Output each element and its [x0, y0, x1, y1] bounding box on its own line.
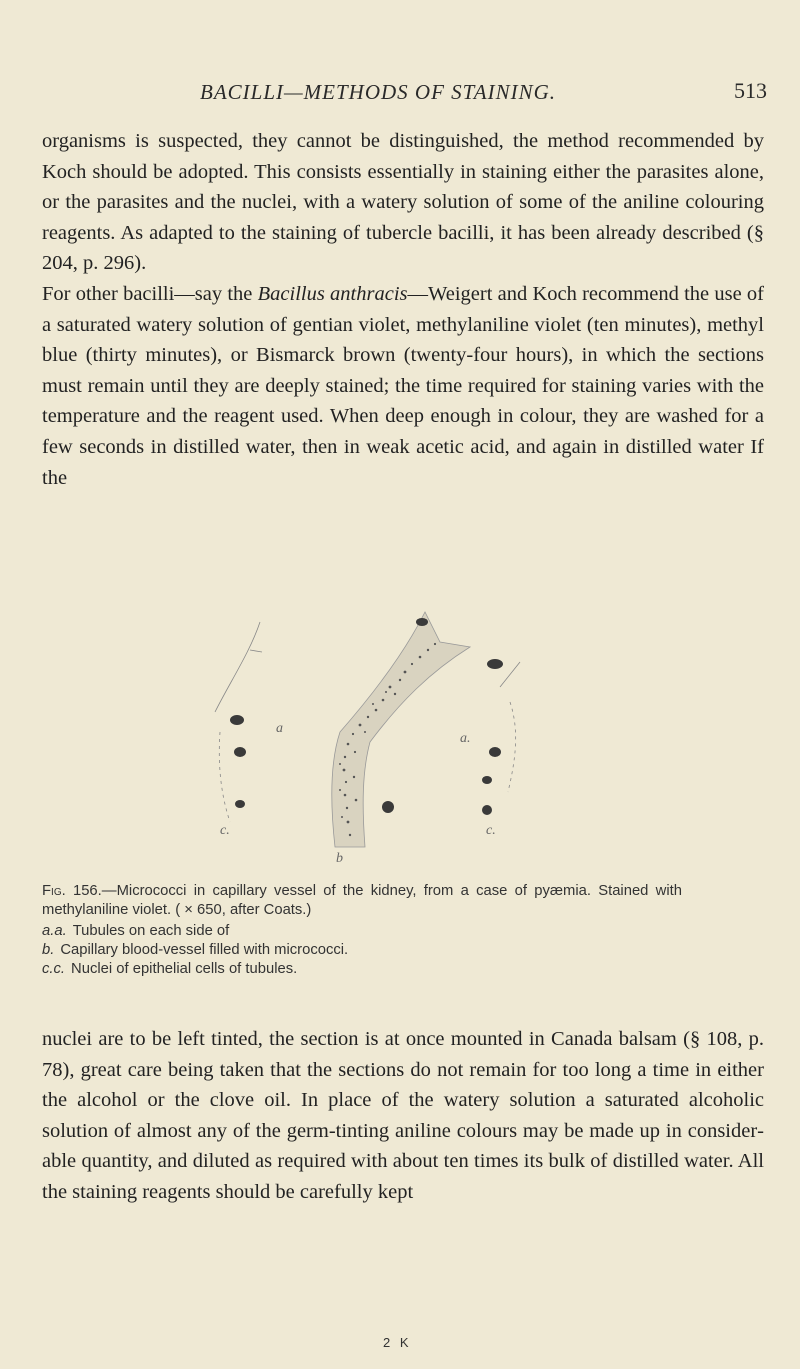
caption-text: —Micrococci in capillary vessel of the kidney, from a case of pyæmia. Stained with methylaniline violet. ( × 650, after Coats.) — [42, 883, 682, 918]
figure-label: Fig. 156. — [42, 883, 102, 899]
label-a-left: a — [276, 721, 283, 736]
legend-row-a: a.a. Tubules on each side of — [42, 923, 230, 939]
figure-caption — [42, 882, 682, 979]
tubule-outline-right — [500, 662, 520, 792]
legend-row-c: c.c. Nuclei of epithelial cells of tubules. — [42, 961, 298, 977]
paragraph-1: organisms is suspected, they cannot be distinguished, the method recommended by Koch should be adopted. This consists essentially in staining either the parasites alone, or the parasites and the nuclei, with a watery solution of some of the aniline colouring reagents. As adapted to the staining of tubercle bacilli, it has been already described (§ 204, p. 296). — [42, 130, 764, 275]
paragraph-2-rest: —Weigert and Koch recommend the use of a saturated watery solution of gentian violet, methylaniline violet (ten minutes), methyl blue (thirty minutes), or Bismarck brown (twenty-four hours), in which the sections must remain until they are deeply stained; the time required for staining varies with the temperature and the reagent used. When deep enough in colour, they are washed for a few seconds in distilled water, then in weak acetic acid, and again in distilled water If the — [42, 283, 765, 489]
page-header — [0, 76, 800, 110]
signature-mark: 2 K — [383, 1335, 412, 1350]
label-b: b — [336, 851, 343, 866]
capillary-vessel — [332, 612, 470, 847]
label-c-left: c. — [220, 823, 230, 838]
paragraph-2 — [42, 279, 764, 493]
page-number: 513 — [734, 78, 767, 103]
micrococci-drawing — [190, 592, 630, 872]
paragraph-2-start: For other bacilli—say the — [42, 283, 258, 305]
paragraph-3: nuclei are to be left tinted, the section is at once mounted in Canada balsam (§ 108, p. 78), great care being taken that the sections do not remain for too long a time in either the alcohol or the clove oil. In place of the watery solution a saturated alcoholic solution of almost any of the germ-tinting aniline colours may be made up in considerable quantity, and diluted as required with about ten times its bulk of distilled water. All the staining reagents should be carefully kept — [42, 1028, 764, 1203]
label-a-right: a. — [460, 731, 471, 746]
caption-main — [42, 882, 682, 920]
running-head: BACILLI—METHODS OF STAINING. — [200, 80, 557, 104]
species-name: Bacillus anthracis — [257, 283, 408, 305]
figure-156-illustration — [190, 592, 630, 872]
label-c-right: c. — [486, 823, 496, 838]
legend-row-b: b. Capillary blood-vessel filled with micrococci. — [42, 942, 349, 958]
